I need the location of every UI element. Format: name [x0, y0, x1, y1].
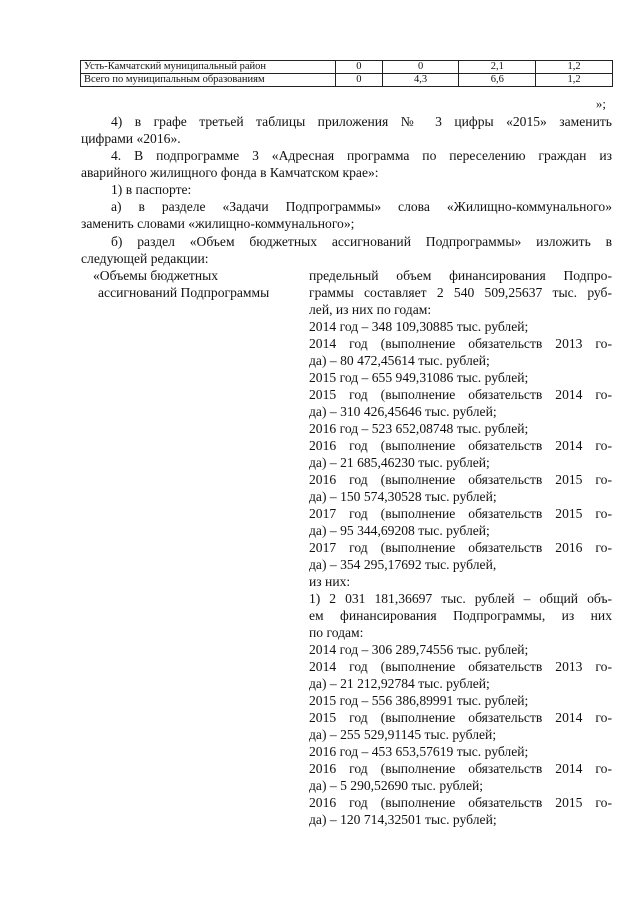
item-b-line1: б) раздел «Объем бюджетных ассигнований Подпрограммы» изложить в [111, 234, 612, 249]
table-cell-value: 2,1 [459, 61, 536, 74]
budget-line: 1) 2 031 181,36697 тыс. рублей – общий объ- [309, 591, 612, 606]
budget-details [309, 267, 612, 828]
budget-line: да) – 255 529,91145 тыс. рублей; [309, 727, 497, 742]
table-cell-value: 4,3 [382, 74, 459, 87]
budget-line: да) – 354 295,17692 тыс. рублей, [309, 557, 497, 572]
budget-line: 2016 год – 523 652,08748 тыс. рублей; [309, 421, 529, 436]
budget-line: да) – 150 574,30528 тыс. рублей; [309, 489, 497, 504]
budget-line: граммы составляет 2 540 509,25637 тыс. руб- [309, 285, 612, 300]
section-4-line2: аварийного жилищного фонда в Камчатском крае»: [81, 165, 379, 180]
budget-line: да) – 95 344,69208 тыс. рублей; [309, 523, 490, 538]
item-b-line2: следующей редакции: [81, 251, 209, 266]
table-cell-value: 6,6 [459, 74, 536, 87]
table-row [81, 74, 613, 87]
budget-line: да) – 21 212,92784 тыс. рублей; [309, 676, 490, 691]
table-cell-value: 0 [382, 61, 459, 74]
budget-line: из них: [309, 574, 351, 589]
budget-label-line1: «Объемы бюджетных [93, 268, 219, 283]
budget-line: 2015 год (выполнение обязательств 2014 го- [309, 387, 612, 402]
budget-line: 2016 год – 453 653,57619 тыс. рублей; [309, 744, 529, 759]
budget-line: 2015 год (выполнение обязательств 2014 го- [309, 710, 612, 725]
table-cell-value: 1,2 [536, 74, 613, 87]
item-a-line1: а) в разделе «Задачи Подпрограммы» слова «Жилищно-коммунального» [111, 199, 612, 214]
budget-line: 2015 год – 556 386,89991 тыс. рублей; [309, 693, 529, 708]
budget-line: 2014 год – 306 289,74556 тыс. рублей; [309, 642, 529, 657]
table-cell-value: 0 [336, 74, 383, 87]
item-1-passport: 1) в паспорте: [111, 182, 192, 197]
budget-line: 2014 год – 348 109,30885 тыс. рублей; [309, 319, 529, 334]
municipal-table [80, 60, 613, 87]
budget-line: по годам: [309, 625, 364, 640]
closing-quote: »; [595, 96, 606, 111]
table-cell-name: Усть-Камчатский муниципальный район [81, 61, 336, 74]
table-row [81, 61, 613, 74]
paragraph-4-line2: цифрами «2016». [81, 131, 181, 146]
budget-line: предельный объем финансирования Подпро- [309, 268, 612, 283]
budget-line: лей, из них по годам: [309, 302, 432, 317]
paragraph-4-line1: 4) в графе третьей таблицы приложения № 3 цифры «2015» заменить [111, 114, 612, 129]
budget-line: 2014 год (выполнение обязательств 2013 го- [309, 659, 612, 674]
section-4-line1: 4. В подпрограмме 3 «Адресная программа по переселению граждан из [111, 148, 612, 163]
budget-line: 2016 год (выполнение обязательств 2015 го- [309, 472, 612, 487]
budget-line: да) – 80 472,45614 тыс. рублей; [309, 353, 490, 368]
budget-line: 2016 год (выполнение обязательств 2014 го- [309, 438, 612, 453]
budget-line: 2017 год (выполнение обязательств 2015 го- [309, 506, 612, 521]
budget-line: 2016 год (выполнение обязательств 2015 го- [309, 795, 612, 810]
item-a-line2: заменить словами «жилищно-коммунального»; [81, 216, 355, 231]
budget-line: 2014 год (выполнение обязательств 2013 го- [309, 336, 612, 351]
table-cell-name: Всего по муниципальным образованиям [81, 74, 336, 87]
budget-label [93, 267, 293, 301]
budget-label-line2: ассигнований Подпрограммы [98, 285, 270, 300]
budget-line: 2015 год – 655 949,31086 тыс. рублей; [309, 370, 529, 385]
budget-line: 2017 год (выполнение обязательств 2016 го- [309, 540, 612, 555]
table-cell-value: 1,2 [536, 61, 613, 74]
table-cell-value: 0 [336, 61, 383, 74]
budget-line: да) – 310 426,45646 тыс. рублей; [309, 404, 497, 419]
budget-line: да) – 120 714,32501 тыс. рублей; [309, 812, 497, 827]
budget-line: да) – 5 290,52690 тыс. рублей; [309, 778, 484, 793]
budget-line: да) – 21 685,46230 тыс. рублей; [309, 455, 490, 470]
budget-line: ем финансирования Подпрограммы, из них [309, 608, 612, 623]
budget-line: 2016 год (выполнение обязательств 2014 го- [309, 761, 612, 776]
